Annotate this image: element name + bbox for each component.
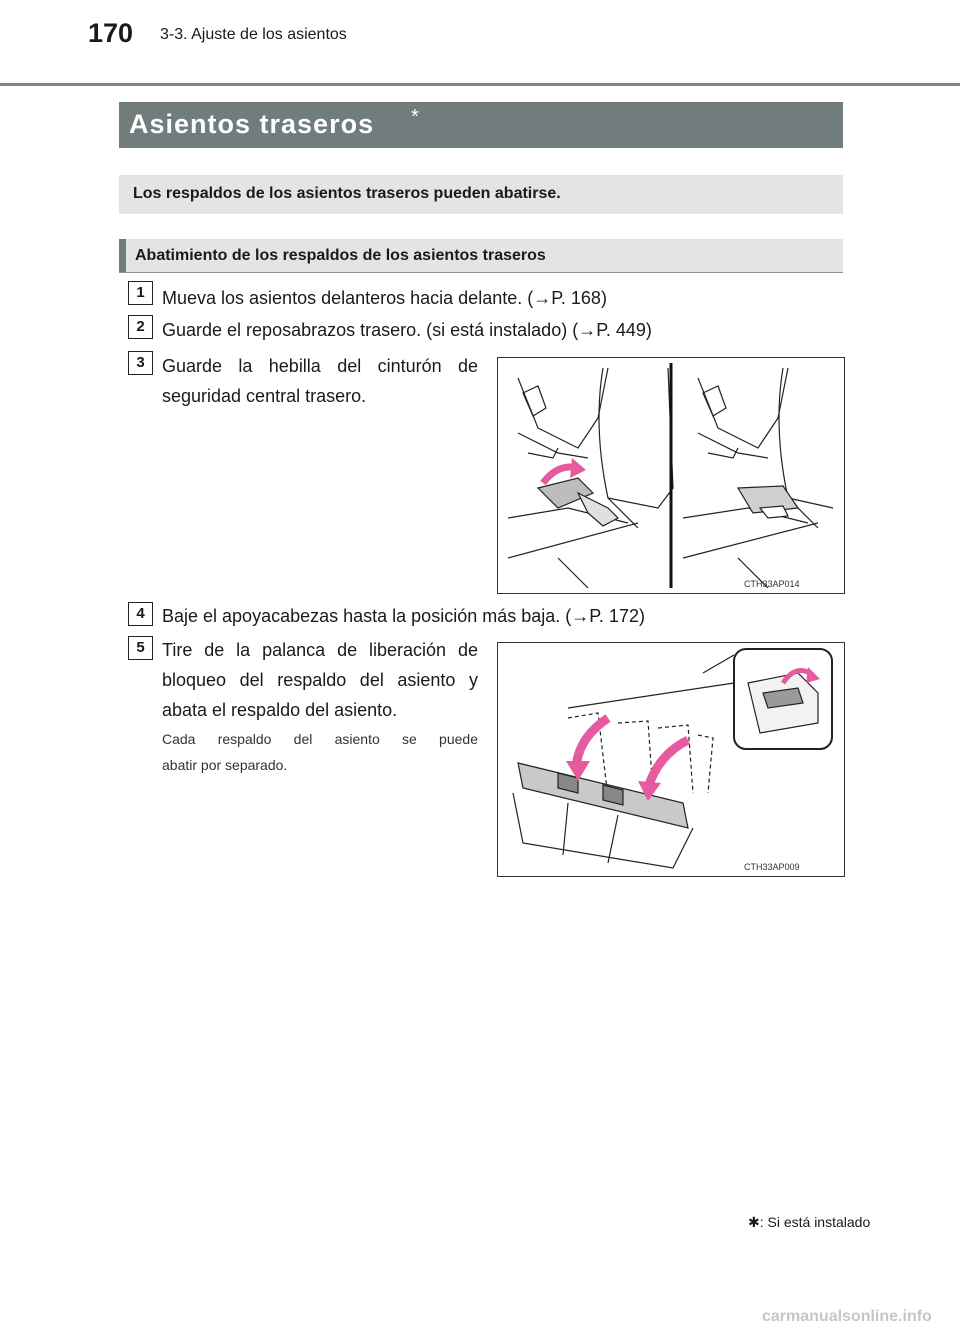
subsection-heading (119, 239, 843, 273)
step-note-line2: abatir por separado. (162, 757, 288, 773)
section-title-bar (119, 102, 843, 148)
step-note-line1: Cada respaldo del asiento se puede (162, 731, 478, 747)
intro-box (119, 175, 843, 214)
subsection-accent-bar (119, 239, 126, 272)
step-number-3: 3 (128, 351, 153, 375)
step-text-2: Guarde el reposabrazos trasero. (si está instalado) (→P. 449) (162, 320, 652, 340)
watermark: carmanualsonline.info (762, 1308, 932, 1325)
seatbelt-buckle-illustration (498, 358, 844, 593)
step-text-5-line1: Tire de la palanca de liberación de (162, 640, 478, 660)
figure-code-1: CTH33AP014 (744, 579, 800, 589)
step-text-3-line2: seguridad central trasero. (162, 386, 367, 406)
section-title: Asientos traseros (129, 109, 375, 139)
fold-seatback-illustration (498, 643, 844, 876)
section-path: 3-3. Ajuste de los asientos (160, 26, 347, 43)
step-text-5-line2: bloqueo del respaldo del asiento y (162, 670, 478, 690)
header-rule (0, 83, 960, 86)
title-asterisk: * (411, 106, 419, 128)
step-text-3-line1: Guarde la hebilla del cinturón de (162, 356, 478, 376)
intro-text: Los respaldos de los asientos traseros pueden abatirse. (133, 185, 561, 202)
step-number-4: 4 (128, 602, 153, 626)
figure-seatbelt-buckle (497, 357, 845, 594)
figure-fold-seatback (497, 642, 845, 877)
step-number-2: 2 (128, 315, 153, 339)
subsection-title: Abatimiento de los respaldos de los asientos traseros (135, 247, 546, 264)
step-number-1: 1 (128, 281, 153, 305)
fold-arrow-right-icon (648, 740, 688, 788)
step-text-4: Baje el apoyacabezas hasta la posición más baja. (→P. 172) (162, 606, 645, 626)
page-number: 170 (88, 18, 134, 48)
figure-code-2: CTH33AP009 (744, 862, 800, 872)
footnote: ✱: Si está instalado (748, 1214, 871, 1230)
step-text-5-line3: abata el respaldo del asiento. (162, 700, 398, 720)
step-number-5: 5 (128, 636, 153, 660)
step-text-1: Mueva los asientos delanteros hacia delante. (→P. 168) (162, 288, 607, 308)
